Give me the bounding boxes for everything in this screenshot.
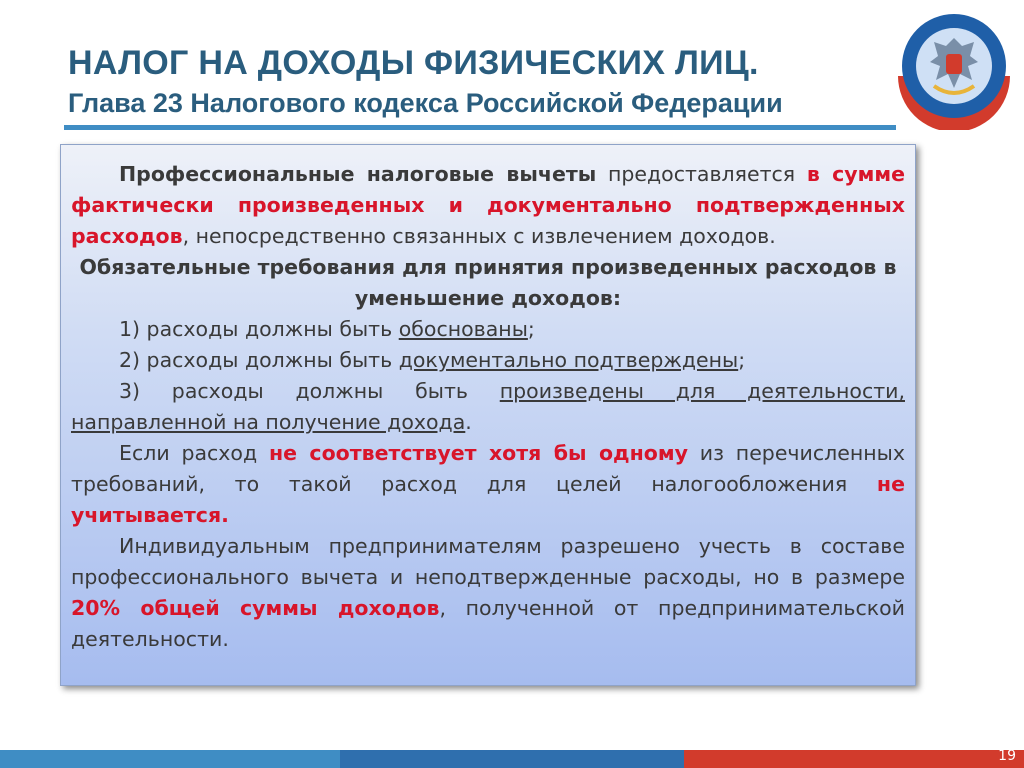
requirements-heading: Обязательные требования для принятия произведенных расходов в уменьшение доходов: bbox=[79, 255, 897, 310]
underlined-term: произведены для деятельности, направленной на получение дохода bbox=[71, 379, 905, 434]
deductions-term: Профессиональные налоговые вычеты bbox=[119, 162, 597, 186]
text-span: из перечисленных требований, то такой расход для целей налогообложения bbox=[71, 441, 905, 496]
title-divider bbox=[64, 125, 896, 130]
text-span: . bbox=[465, 410, 472, 434]
text-span: Индивидуальным предпринимателям разрешено учесть в составе профессионального вычета и неподтвержденные расходы, но в размере bbox=[71, 534, 905, 589]
page-number: 19 bbox=[998, 748, 1016, 764]
text-span: , непосредственно связанных с извлечением доходов. bbox=[182, 224, 776, 248]
text-span: 2) расходы должны быть bbox=[119, 348, 399, 372]
text-span: предоставляется bbox=[596, 162, 807, 186]
page-subtitle: Глава 23 Налогового кодекса Российской Федерации bbox=[68, 88, 783, 118]
text-span: Если расход bbox=[119, 441, 269, 465]
text-span: ; bbox=[527, 317, 535, 341]
underlined-term: документально подтверждены bbox=[398, 348, 739, 372]
requirement-3 bbox=[71, 376, 905, 438]
paragraph-deductions bbox=[71, 159, 905, 252]
requirement-2 bbox=[71, 345, 905, 376]
text-span: , полученной от предпринимательской деятельности. bbox=[71, 596, 906, 651]
paragraph-entrepreneurs bbox=[71, 531, 905, 655]
content-panel bbox=[60, 144, 916, 686]
underlined-term: обоснованы bbox=[398, 317, 528, 341]
highlight-red: не соответствует хотя бы одному bbox=[268, 441, 688, 465]
tax-service-emblem-icon bbox=[894, 10, 1014, 130]
text-span: 1) расходы должны быть bbox=[119, 317, 399, 341]
highlight-red: не учитывается. bbox=[71, 472, 905, 527]
highlight-red: 20% общей суммы доходов bbox=[71, 596, 440, 620]
footer-bar-red bbox=[684, 750, 1024, 768]
text-span: ; bbox=[738, 348, 746, 372]
footer-bar-darkblue bbox=[340, 750, 684, 768]
highlight-red: в сумме фактически произведенных и документально подтвержденных расходов bbox=[71, 162, 906, 248]
paragraph-noncompliance bbox=[71, 438, 905, 531]
footer-bar-blue bbox=[0, 750, 340, 768]
text-span: 3) расходы должны быть bbox=[119, 379, 500, 403]
page-title: НАЛОГ НА ДОХОДЫ ФИЗИЧЕСКИХ ЛИЦ. bbox=[68, 44, 759, 82]
requirement-1 bbox=[71, 314, 905, 345]
